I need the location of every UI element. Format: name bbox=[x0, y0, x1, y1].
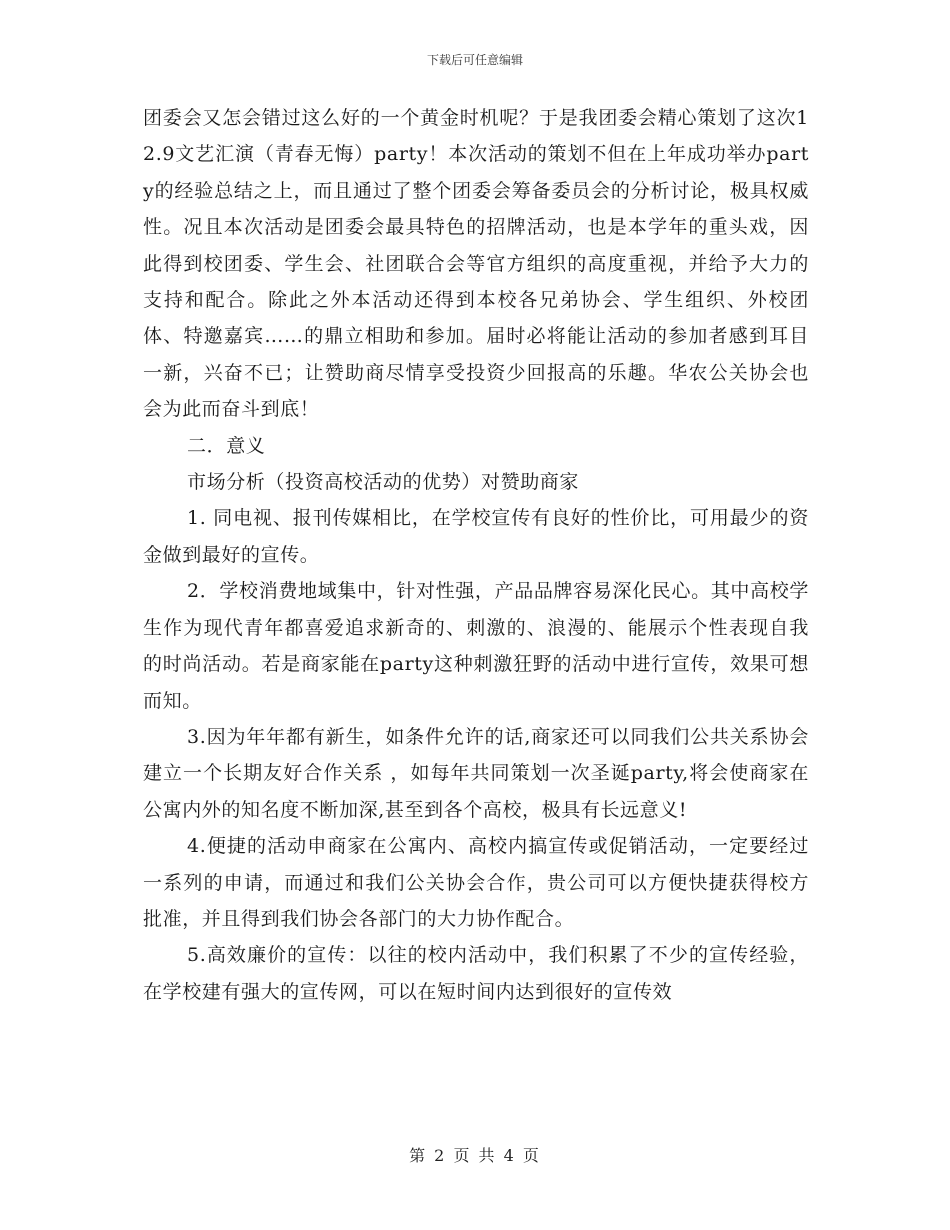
page-number: 第 2 页 共 4 页 bbox=[409, 1146, 541, 1165]
paragraph-intro-continued: 团委会又怎会错过这么好的一个黄金时机呢？于是我团委会精心策划了这次12.9文艺汇演（青春无悔）party！本次活动的策划不但在上年成功举办party的经验总结之上，而且通过了整个团委会筹备委员会的分析讨论，极具权威性。况且本次活动是团委会最具特色的招牌活动，也是本学年的重头戏，因此得到校团委、学生会、社团联合会等官方组织的高度重视，并给予大力的支持和配合。除此之外本活动还得到本校各兄弟协会、学生组织、外校团体、特邀嘉宾……的鼎立相助和参加。届时必将能让活动的参加者感到耳目一新，兴奋不已；让赞助商尽情享受投资少回报高的乐趣。华农公关协会也会为此而奋斗到底！ bbox=[143, 107, 809, 421]
list-item-4: 4.便捷的活动申商家在公寓内、高校内搞宣传或促销活动，一定要经过一系列的申请，而通过和我们公关协会合作，贵公司可以方便快捷获得校方批准，并且得到我们协会各部门的大力协作配合。 bbox=[143, 835, 809, 930]
list-item-5: 5.高效廉价的宣传：以往的校内活动中，我们积累了不少的宣传经验，在学校建有强大的宣传网，可以在短时间内达到很好的宣传效 bbox=[143, 944, 809, 1003]
document-body bbox=[143, 100, 809, 1010]
list-item-1: 1. 同电视、报刊传媒相比，在学校宣传有良好的性价比，可用最少的资金做到最好的宣传。 bbox=[143, 507, 809, 566]
list-item-3: 3.因为年年都有新生，如条件允许的话,商家还可以同我们公共关系协会建立一个长期友好合作关系 ，如每年共同策划一次圣诞party,将会使商家在公寓内外的知名度不断加深,甚至到各个高校，极具有长远意义! bbox=[143, 725, 809, 821]
list-item-2: 2．学校消费地域集中，针对性强，产品品牌容易深化民心。其中高校学生作为现代青年都喜爱追求新奇的、刺激的、浪漫的、能展示个性表现自我的时尚活动。若是商家能在party这种刺激狂野的活动中进行宣传，效果可想而知。 bbox=[143, 580, 809, 712]
section-heading-significance: 二．意义 bbox=[187, 434, 266, 457]
page-header: 下载后可任意编辑 bbox=[426, 53, 523, 67]
subheading-market-analysis: 市场分析（投资高校活动的优势）对赞助商家 bbox=[187, 471, 580, 494]
